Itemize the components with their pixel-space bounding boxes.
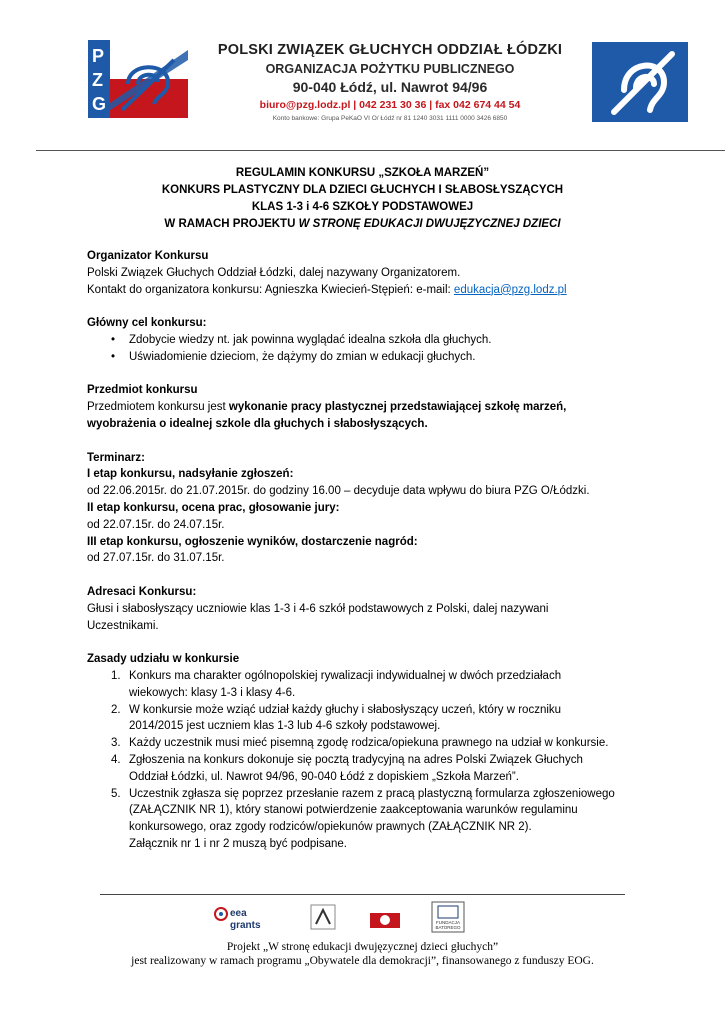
recipients-line-2: Uczestnikami. <box>87 619 159 632</box>
schedule-heading: Terminarz: <box>87 451 145 464</box>
logo-letter-g: G <box>92 94 107 114</box>
list-item: • Zdobycie wiedzy nt. jak powinna wyglądać idealna szkoła dla głuchych. <box>87 332 647 349</box>
subject-line-2: wyobrażenia o idealnej szkole dla głuchych i słabosłyszących. <box>87 417 428 430</box>
footer <box>0 940 725 968</box>
letterhead-text <box>200 42 580 122</box>
footer-line-2: jest realizowany w ramach programu „Obywatele dla demokracji”, finansowanego z funduszy EOG. <box>131 955 594 967</box>
svg-text:grants: grants <box>230 920 261 931</box>
sponsor-logos <box>0 900 725 935</box>
list-item: • Uświadomienie dzieciom, że dążymy do zmian w edukacji głuchych. <box>87 349 647 366</box>
organizer-section <box>87 248 647 298</box>
fundacja-batorego-logo <box>430 900 466 934</box>
deaf-symbol-icon <box>592 42 688 122</box>
document-body <box>87 248 647 853</box>
rules-heading: Zasady udziału w konkursie <box>87 653 240 666</box>
stage-3-label: III etap konkursu, ogłoszenie wyników, dostarczenie nagród: <box>87 535 418 548</box>
header-divider <box>36 150 725 151</box>
stage-2-dates: od 22.07.15r. do 24.07.15r. <box>87 518 225 531</box>
subject-heading: Przedmiot konkursu <box>87 384 198 397</box>
stage-3-dates: od 27.07.15r. do 31.07.15r. <box>87 552 225 565</box>
logo-letter-z: Z <box>92 70 103 90</box>
title-line-3: KLAS 1-3 i 4-6 SZKOŁY PODSTAWOWEJ <box>251 201 474 213</box>
document-title <box>0 165 725 233</box>
list-item: 5. Uczestnik zgłasza się poprzez przesłanie razem z pracą plastyczną formularza zgłoszeniowego (ZAŁĄCZNIK NR 1), który stanowi potwierdzenie zaakceptowania warunków regulaminu konkursowego, oraz zgody rodziców/opiekunów prawnych (ZAŁĄCZNIK NR 2). Załącznik nr 1 i nr 2 muszą być podpisane. <box>111 787 615 850</box>
list-item: 1. Konkurs ma charakter ogólnopolskiej rywalizacji indywidualnej w dwóch przedziałach wiekowych: klasy 1-3 i klasy 4-6. <box>111 669 562 699</box>
letterhead <box>0 0 725 150</box>
subject-line-1: Przedmiotem konkursu jest wykonanie pracy plastycznej przedstawiającej szkołę marzeń, <box>87 401 567 414</box>
footer-line-1: Projekt „W stronę edukacji dwujęzycznej dzieci głuchych” <box>226 941 499 953</box>
org-bank: Konto bankowe: Grupa PeKaO VI O/ Łódź nr 81 1240 3031 1111 0000 3426 6850 <box>272 115 508 122</box>
stage-2-label: II etap konkursu, ocena prac, głosowanie jury: <box>87 501 340 514</box>
organizer-line-2: Kontakt do organizatora konkursu: Agnieszka Kwiecień-Stępień: e-mail: edukacja@pzg.lodz.pl <box>87 283 567 296</box>
list-item: 3. Każdy uczestnik musi mieć pisemną zgodę rodzica/opiekuna prawnego na udział w konkursie. <box>111 737 609 750</box>
svg-text:BATOREGO: BATOREGO <box>435 925 461 930</box>
org-contact: biuro@pzg.lodz.pl | 042 231 30 36 | fax 042 674 44 54 <box>259 99 521 111</box>
pzg-logo <box>88 40 188 118</box>
organizer-heading: Organizator Konkursu <box>87 250 209 262</box>
partner-logo-2 <box>368 902 402 932</box>
recipients-heading: Adresaci Konkursu: <box>87 585 197 598</box>
logo-letter-p: P <box>92 46 105 66</box>
schedule-section <box>87 450 647 568</box>
eea-grants-logo <box>212 900 267 934</box>
recipients-line-1: Głusi i słabosłyszący uczniowie klas 1-3 i 4-6 szkół podstawowych z Polski, dalej nazywani <box>87 602 549 615</box>
stage-1-dates: od 22.06.2015r. do 21.07.2015r. do godziny 16.00 – decyduje data wpływu do biura PZG O/Łódzki. <box>87 485 590 498</box>
organizer-line-1: Polski Związek Głuchych Oddział Łódzki, dalej nazywany Organizatorem. <box>87 266 461 279</box>
title-line-2: KONKURS PLASTYCZNY DLA DZIECI GŁUCHYCH I SŁABOSŁYSZĄCYCH <box>161 184 564 196</box>
rules-section <box>87 651 647 853</box>
svg-text:eea: eea <box>230 908 247 919</box>
goal-section <box>87 315 647 365</box>
subject-section <box>87 382 647 432</box>
goal-list <box>87 332 647 366</box>
partner-logo-1 <box>308 902 338 932</box>
svg-text:FUNDACJA: FUNDACJA <box>435 920 461 925</box>
stage-1-label: I etap konkursu, nadsyłanie zgłoszeń: <box>87 468 294 481</box>
rules-list <box>87 668 647 853</box>
title-line-1: REGULAMIN KONKURSU „SZKOŁA MARZEŃ” <box>235 167 490 179</box>
goal-heading: Główny cel konkursu: <box>87 317 207 330</box>
title-line-4: W RAMACH PROJEKTU W STRONĘ EDUKACJI DWUJĘZYCZNEJ DZIECI <box>164 218 561 230</box>
organizer-email-link[interactable]: edukacja@pzg.lodz.pl <box>453 283 567 296</box>
list-item: 2. W konkursie może wziąć udział każdy głuchy i słabosłyszący uczeń, który w roczniku 2014/2015 jest uczniem klas 1-3 lub 4-6 szkoły podstawowej. <box>111 703 562 733</box>
org-name: POLSKI ZWIĄZEK GŁUCHYCH ODDZIAŁ ŁÓDZKI <box>217 42 563 58</box>
footer-divider <box>100 894 625 895</box>
list-item: 4. Zgłoszenia na konkurs dokonuje się pocztą tradycyjną na adres Polski Związek Głuchych Oddział Łódzki, ul. Nawrot 94/96, 90-040 Łódź z dopiskiem „Szkoła Marzeń”. <box>111 753 583 783</box>
org-address: 90-040 Łódź, ul. Nawrot 94/96 <box>292 79 488 95</box>
org-type: ORGANIZACJA POŻYTKU PUBLICZNEGO <box>265 62 515 76</box>
recipients-section <box>87 584 647 634</box>
